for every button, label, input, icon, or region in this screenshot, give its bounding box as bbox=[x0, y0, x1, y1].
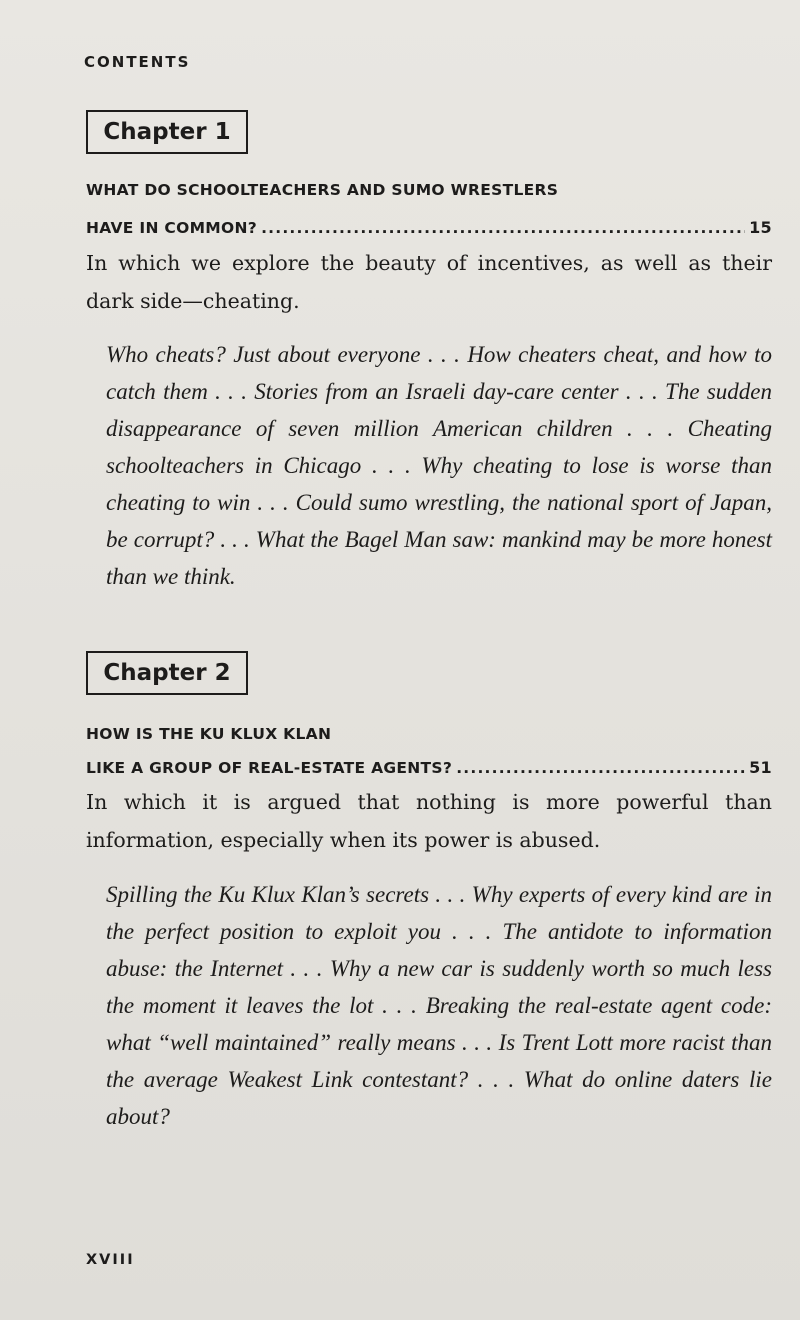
chapter-1-page-number: 15 bbox=[749, 218, 772, 237]
chapter-1-title-line-2 bbox=[86, 218, 772, 238]
chapter-2-title-line-1: HOW IS THE KU KLUX KLAN bbox=[86, 725, 332, 743]
chapter-2-page-number: 51 bbox=[749, 758, 772, 777]
chapter-2-title-line-2 bbox=[86, 758, 772, 778]
chapter-2-leader-dots bbox=[456, 758, 745, 778]
chapter-1-label: Chapter 1 bbox=[86, 110, 248, 154]
page-folio: XVIII bbox=[86, 1252, 135, 1268]
chapter-1-title-line-1: WHAT DO SCHOOLTEACHERS AND SUMO WRESTLERS bbox=[86, 181, 559, 199]
chapter-2-label: Chapter 2 bbox=[86, 651, 248, 695]
chapter-1-leader-dots bbox=[261, 218, 745, 238]
running-head: CONTENTS bbox=[84, 53, 191, 71]
chapter-2-title-end: LIKE A GROUP OF REAL-ESTATE AGENTS? bbox=[86, 759, 453, 777]
chapter-1-title-end: HAVE IN COMMON? bbox=[86, 219, 258, 237]
chapter-2-summary: In which it is argued that nothing is more powerful than information, especially when its power is abused. bbox=[86, 790, 772, 852]
chapter-1-summary: In which we explore the beauty of incentives, as well as their dark side—cheating. bbox=[86, 251, 772, 313]
chapter-1-topics: Who cheats? Just about everyone . . . How cheaters cheat, and how to catch them . . . Stories from an Israeli day-care center . . . The sudden disappearance of seven million American children . . . Cheating schoolteachers in Chicago . . . Why cheating to lose is worse than cheating to win . . . Could sumo wrestling, the national sport of Japan, be corrupt? . . . What the Bagel Man saw: mankind may be more honest than we think. bbox=[106, 342, 772, 589]
chapter-2-topics: Spilling the Ku Klux Klan’s secrets . . . Why experts of every kind are in the perfect position to exploit you . . . The antidote to information abuse: the Internet . . . Why a new car is suddenly worth so much less the moment it leaves the lot . . . Breaking the real-estate agent code: what “well maintained” really means . . . Is Trent Lott more racist than the average Weakest Link contestant? . . . What do online daters lie about? bbox=[106, 882, 772, 1129]
